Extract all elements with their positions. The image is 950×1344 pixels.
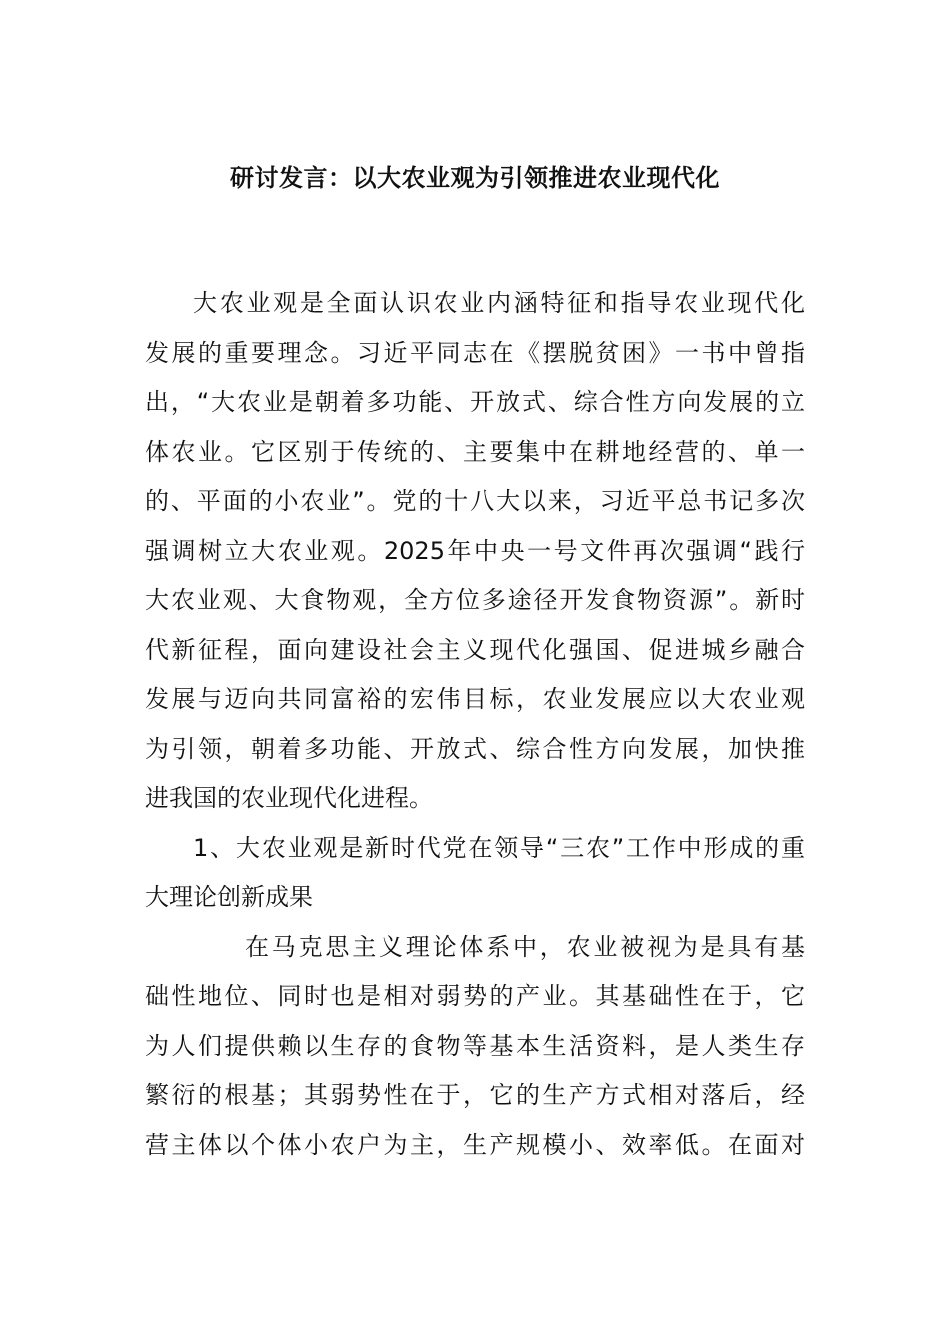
text-line: 体农业。它区别于传统的、主要集中在耕地经营的、单一 bbox=[145, 437, 805, 466]
text-line: 础性地位、同时也是相对弱势的产业。其基础性在于，它 bbox=[145, 982, 805, 1010]
text-line: 进我国的农业现代化进程。 bbox=[145, 784, 433, 812]
text-line: 在马克思主义理论体系中，农业被视为是具有基 bbox=[245, 932, 805, 961]
text-line: 的、平面的小农业”。党的十八大以来，习近平总书记多次 bbox=[145, 487, 805, 515]
text-line: 营主体以个体小农户为主，生产规模小、效率低。在面对 bbox=[145, 1130, 805, 1159]
text-line: 为人们提供赖以生存的食物等基本生活资料，是人类生存 bbox=[145, 1031, 805, 1060]
text-line: 强调树立大农业观。2025年中央一号文件再次强调“践行 bbox=[145, 536, 805, 565]
text-line: 发展与迈向共同富裕的宏伟目标，农业发展应以大农业观 bbox=[145, 685, 805, 713]
text-line: 代新征程，面向建设社会主义现代化强国、促进城乡融合 bbox=[145, 635, 805, 664]
text-line: 大理论创新成果 bbox=[145, 883, 313, 911]
text-line: 1、大农业观是新时代党在领导“三农”工作中形成的重 bbox=[193, 833, 805, 862]
text-line: 大农业观是全面认识农业内涵特征和指导农业现代化 bbox=[193, 289, 805, 317]
text-line: 繁衍的根基；其弱势性在于，它的生产方式相对落后，经 bbox=[145, 1081, 805, 1109]
text-line: 大农业观、大食物观，全方位多途径开发食物资源”。新时 bbox=[145, 586, 805, 614]
document-body bbox=[145, 279, 805, 1170]
text-line: 为引领，朝着多功能、开放式、综合性方向发展，加快推 bbox=[145, 734, 805, 763]
text-line: 出，“大农业是朝着多功能、开放式、综合性方向发展的立 bbox=[145, 388, 805, 416]
document-title: 研讨发言：以大农业观为引领推进农业现代化 bbox=[230, 164, 720, 192]
paragraph-intro bbox=[145, 279, 805, 824]
text-line: 发展的重要理念。习近平同志在《摆脱贫困》一书中曾指 bbox=[145, 338, 805, 367]
section-heading-1 bbox=[145, 824, 805, 923]
paragraph-marxism bbox=[145, 923, 805, 1171]
